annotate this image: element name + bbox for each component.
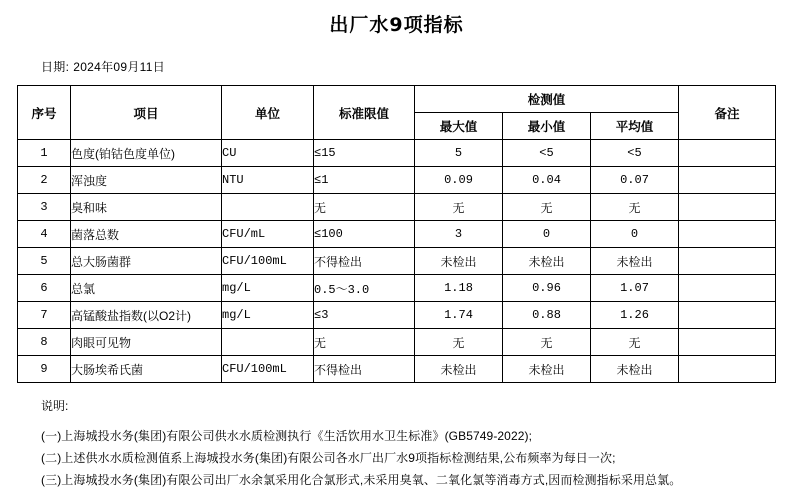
cell-unit <box>222 194 314 221</box>
cell-item: 大肠埃希氏菌 <box>71 356 222 383</box>
cell-max: 3 <box>415 221 503 248</box>
cell-seq: 7 <box>18 302 71 329</box>
table-row <box>18 302 776 329</box>
cell-avg: 无 <box>591 329 679 356</box>
cell-limit: ≤1 <box>314 167 415 194</box>
cell-unit: CFU/100mL <box>222 248 314 275</box>
cell-limit: 无 <box>314 329 415 356</box>
cell-seq: 3 <box>18 194 71 221</box>
header-seq: 序号 <box>18 86 71 140</box>
cell-limit: ≤100 <box>314 221 415 248</box>
cell-note <box>679 356 776 383</box>
cell-max: 无 <box>415 329 503 356</box>
table-row <box>18 356 776 383</box>
table-row <box>18 248 776 275</box>
header-max: 最大值 <box>415 113 503 140</box>
cell-avg: 无 <box>591 194 679 221</box>
cell-avg: 未检出 <box>591 248 679 275</box>
water-quality-table <box>17 85 776 383</box>
cell-limit: 不得检出 <box>314 356 415 383</box>
cell-seq: 9 <box>18 356 71 383</box>
note-line-2: (二)上述供水水质检测值系上海城投水务(集团)有限公司各水厂出厂水9项指标检测结果,公布频率为每日一次; <box>41 451 616 465</box>
cell-max: 0.09 <box>415 167 503 194</box>
date-value: 2024年09月11日 <box>73 60 166 74</box>
cell-unit: CFU/mL <box>222 221 314 248</box>
cell-limit: ≤15 <box>314 140 415 167</box>
cell-note <box>679 167 776 194</box>
note-line-1: (一)上海城投水务(集团)有限公司供水水质检测执行《生活饮用水卫生标准》(GB5749-2022); <box>41 429 533 443</box>
header-unit: 单位 <box>222 86 314 140</box>
cell-note <box>679 329 776 356</box>
cell-seq: 4 <box>18 221 71 248</box>
cell-item: 肉眼可见物 <box>71 329 222 356</box>
cell-seq: 6 <box>18 275 71 302</box>
cell-item: 浑浊度 <box>71 167 222 194</box>
cell-item: 菌落总数 <box>71 221 222 248</box>
cell-item: 总氯 <box>71 275 222 302</box>
header-measured: 检测值 <box>415 86 679 113</box>
cell-min: 0.96 <box>503 275 591 302</box>
cell-limit: 0.5～3.0 <box>314 275 415 302</box>
cell-limit: 无 <box>314 194 415 221</box>
cell-max: 未检出 <box>415 356 503 383</box>
header-note: 备注 <box>679 86 776 140</box>
cell-item: 高锰酸盐指数(以O2计) <box>71 302 222 329</box>
header-item: 项目 <box>71 86 222 140</box>
cell-min: 无 <box>503 329 591 356</box>
table-row <box>18 329 776 356</box>
cell-seq: 2 <box>18 167 71 194</box>
cell-seq: 1 <box>18 140 71 167</box>
cell-limit: ≤3 <box>314 302 415 329</box>
cell-min: 未检出 <box>503 356 591 383</box>
table-header-row-1 <box>18 86 776 113</box>
cell-unit: CFU/100mL <box>222 356 314 383</box>
document-page <box>0 10 793 496</box>
cell-note <box>679 275 776 302</box>
cell-avg: 1.07 <box>591 275 679 302</box>
table-header <box>18 86 776 140</box>
table-row <box>18 194 776 221</box>
cell-min: <5 <box>503 140 591 167</box>
header-min: 最小值 <box>503 113 591 140</box>
table-row <box>18 275 776 302</box>
cell-item: 色度(铂钴色度单位) <box>71 140 222 167</box>
cell-avg: 0 <box>591 221 679 248</box>
notes-section <box>41 397 793 490</box>
page-title: 出厂水9项指标 <box>329 14 464 36</box>
cell-max: 5 <box>415 140 503 167</box>
cell-limit: 不得检出 <box>314 248 415 275</box>
cell-max: 1.18 <box>415 275 503 302</box>
cell-item: 总大肠菌群 <box>71 248 222 275</box>
cell-min: 0 <box>503 221 591 248</box>
cell-unit: NTU <box>222 167 314 194</box>
cell-note <box>679 248 776 275</box>
cell-avg: 未检出 <box>591 356 679 383</box>
cell-seq: 8 <box>18 329 71 356</box>
header-limit: 标准限值 <box>314 86 415 140</box>
cell-unit: CU <box>222 140 314 167</box>
table-row <box>18 221 776 248</box>
cell-min: 未检出 <box>503 248 591 275</box>
cell-min: 无 <box>503 194 591 221</box>
cell-note <box>679 302 776 329</box>
cell-avg: 0.07 <box>591 167 679 194</box>
note-line-3: (三)上海城投水务(集团)有限公司出厂水余氯采用化合氯形式,未采用臭氧、二氧化氯等消毒方式,因而检测指标采用总氯。 <box>41 473 682 487</box>
cell-max: 1.74 <box>415 302 503 329</box>
cell-unit: mg/L <box>222 275 314 302</box>
cell-avg: <5 <box>591 140 679 167</box>
cell-unit <box>222 329 314 356</box>
cell-note <box>679 194 776 221</box>
table-row <box>18 140 776 167</box>
cell-avg: 1.26 <box>591 302 679 329</box>
table-row <box>18 167 776 194</box>
cell-min: 0.04 <box>503 167 591 194</box>
cell-max: 未检出 <box>415 248 503 275</box>
cell-note <box>679 140 776 167</box>
cell-unit: mg/L <box>222 302 314 329</box>
cell-note <box>679 221 776 248</box>
cell-item: 臭和味 <box>71 194 222 221</box>
header-avg: 平均值 <box>591 113 679 140</box>
cell-min: 0.88 <box>503 302 591 329</box>
date-line <box>41 58 793 75</box>
notes-heading: 说明: <box>41 399 69 413</box>
cell-max: 无 <box>415 194 503 221</box>
date-label: 日期: <box>41 60 70 74</box>
table-body <box>18 140 776 383</box>
cell-seq: 5 <box>18 248 71 275</box>
